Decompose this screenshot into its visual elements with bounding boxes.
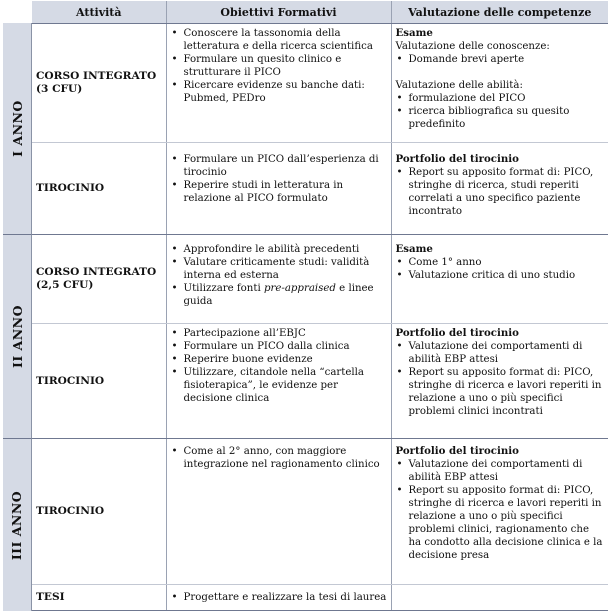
year-label-3: III ANNO <box>9 490 25 560</box>
objective-italic-text: pre-appraised <box>263 283 336 294</box>
objectives-list <box>171 27 387 105</box>
list-item: • Come al 2° anno, con maggiore integrazione nel ragionamento clinico <box>171 445 387 471</box>
activity-cell <box>32 235 166 324</box>
year-label-1: I ANNO <box>9 100 25 157</box>
objectives-cell <box>166 585 391 611</box>
activity-credits: (2,5 CFU) <box>36 279 94 291</box>
activity-cell <box>32 439 166 585</box>
list-item: • Report su apposito format di: PICO, stringhe di ricerca e lavori reperiti in relazione a uno o più specifici problemi clinici, ragionamento che ha condotto alla decisione clinica e la decisione presa <box>396 484 605 562</box>
list-item: • Progettare e realizzare la tesi di laurea <box>171 591 387 604</box>
objectives-list <box>171 243 387 308</box>
objectives-list <box>171 327 387 405</box>
assessment-subtitle: Valutazione delle conoscenze: <box>395 41 550 52</box>
objective-text: e linee guida <box>183 283 374 307</box>
list-item: • Report su apposito format di: PICO, stringhe di ricerca, studi reperiti correlati a uno specifico paziente incontrato <box>396 166 605 218</box>
list-item: • Ricercare evidenze su banche dati: Pubmed, PEDro <box>171 79 387 105</box>
list-item: • Utilizzare, citandole nella “cartella fisioterapica”, le evidenze per decisione clinica <box>171 366 387 405</box>
objectives-list <box>171 445 387 471</box>
assessment-cell <box>391 235 608 324</box>
competency-table-page <box>3 1 608 612</box>
year-column <box>3 23 32 611</box>
list-item: • Valutare criticamente studi: validità interna ed esterna <box>171 256 387 282</box>
list-item: • Valutazione critica di uno studio <box>396 269 605 282</box>
activity-cell <box>32 585 166 611</box>
assessment-cell <box>391 439 608 585</box>
assessment-list <box>396 53 605 66</box>
activity-cell <box>32 324 166 439</box>
list-item: • Formulare un quesito clinico e strutturare il PICO <box>171 53 387 79</box>
list-item: • Conoscere la tassonomia della letteratura e della ricerca scientifica <box>171 27 387 53</box>
list-item: • Domande brevi aperte <box>396 53 605 66</box>
assessment-list <box>396 340 605 418</box>
list-item: • ricerca bibliografica su quesito predefinito <box>396 105 605 131</box>
table-row <box>32 143 608 235</box>
assessment-title: Portfolio del tirocinio <box>395 445 519 457</box>
list-item: • Partecipazione all’EBJC <box>171 327 387 340</box>
table-row <box>32 24 608 143</box>
objectives-list <box>171 591 387 604</box>
table-row <box>32 324 608 439</box>
objective-text: Utilizzare fonti <box>183 283 264 294</box>
list-item: • Approfondire le abilità precedenti <box>171 243 387 256</box>
year-band-2 <box>3 234 32 438</box>
activity-name: TIROCINIO <box>36 182 105 194</box>
activity-cell <box>32 24 166 143</box>
list-item: • Report su apposito format di: PICO, stringhe di ricerca e lavori reperiti in relazione a uno o più specifici problemi clinici incontrati <box>396 366 605 418</box>
assessment-title: Esame <box>395 27 433 39</box>
activity-name: TIROCINIO <box>36 505 105 517</box>
assessment-cell <box>391 143 608 235</box>
assessment-title: Portfolio del tirocinio <box>395 153 519 165</box>
list-item: • Formulare un PICO dall’esperienza di tirocinio <box>171 153 387 179</box>
year-label-2: II ANNO <box>9 305 25 368</box>
activity-cell <box>32 143 166 235</box>
activity-name: TIROCINIO <box>36 374 105 387</box>
assessment-list <box>396 166 605 218</box>
list-item: • Come 1° anno <box>396 256 605 269</box>
year-band-1 <box>3 23 32 234</box>
list-item: • formulazione del PICO <box>396 92 605 105</box>
objectives-list <box>171 153 387 205</box>
list-item: • Reperire studi in letteratura in relazione al PICO formulato <box>171 179 387 205</box>
table-row <box>32 585 608 611</box>
assessment-title: Portfolio del tirocinio <box>395 327 519 339</box>
activity-credits: (3 CFU) <box>36 83 83 95</box>
header-activity: Attività <box>32 1 166 24</box>
assessment-cell <box>391 585 608 611</box>
list-item: • Valutazione dei comportamenti di abilità EBP attesi <box>396 458 605 484</box>
assessment-list <box>396 256 605 282</box>
assessment-subtitle: Valutazione delle abilità: <box>395 80 523 91</box>
assessment-list <box>396 458 605 562</box>
header-assessment: Valutazione delle competenze <box>391 1 608 24</box>
objectives-cell <box>166 235 391 324</box>
year-band-3 <box>3 438 32 611</box>
competency-table <box>32 1 608 611</box>
header-objectives: Obiettivi Formativi <box>166 1 391 24</box>
activity-name: TESI <box>36 591 65 603</box>
list-item: • Formulare un PICO dalla clinica <box>171 340 387 353</box>
table-row <box>32 235 608 324</box>
table-row <box>32 439 608 585</box>
assessment-list <box>396 92 605 131</box>
assessment-cell <box>391 24 608 143</box>
objectives-cell <box>166 143 391 235</box>
assessment-cell <box>391 324 608 439</box>
objectives-cell <box>166 24 391 143</box>
list-item: • Reperire buone evidenze <box>171 353 387 366</box>
table-header-row <box>32 1 608 24</box>
objectives-cell <box>166 439 391 585</box>
activity-name: CORSO INTEGRATO <box>36 70 157 82</box>
activity-name: CORSO INTEGRATO <box>36 266 157 278</box>
list-item <box>171 282 387 308</box>
assessment-title: Esame <box>395 243 433 255</box>
objectives-cell <box>166 324 391 439</box>
list-item: • Valutazione dei comportamenti di abilità EBP attesi <box>396 340 605 366</box>
